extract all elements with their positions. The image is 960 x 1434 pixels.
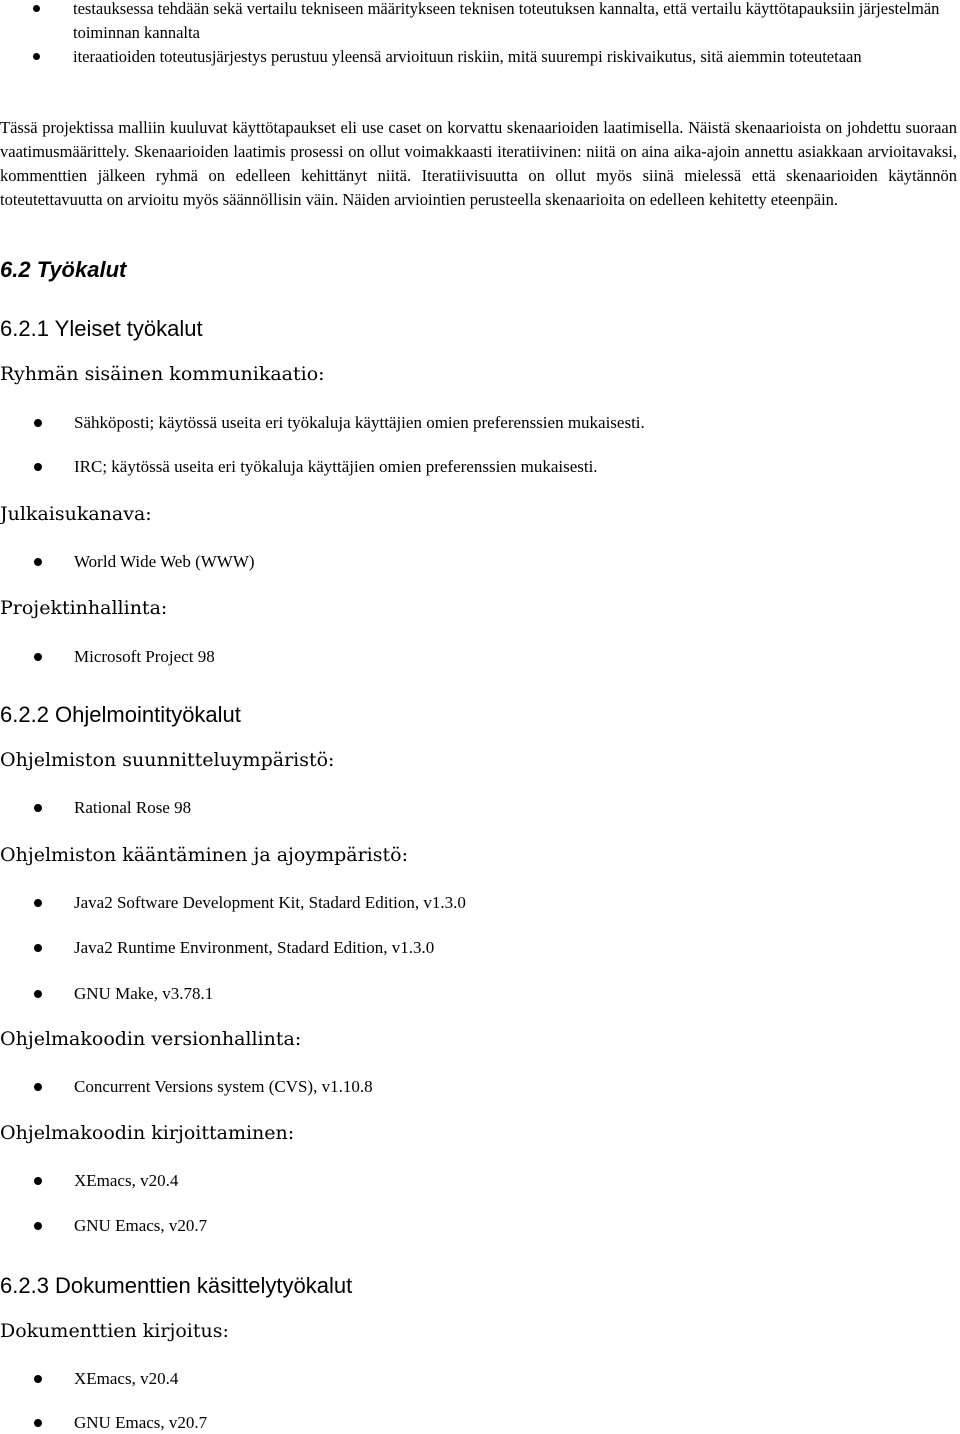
list-item-text: GNU Make, v3.78.1 xyxy=(74,984,214,1003)
list-item-text: XEmacs, v20.4 xyxy=(74,1171,179,1190)
list-item-text: GNU Emacs, v20.7 xyxy=(74,1216,208,1235)
category-label: Projektinhallinta: xyxy=(0,597,168,619)
bullet-icon xyxy=(34,463,42,471)
list-item-text: Java2 Runtime Environment, Stadard Edition, v1.3.0 xyxy=(74,938,435,957)
list-item-text: Concurrent Versions system (CVS), v1.10.8 xyxy=(74,1077,373,1096)
bullet-icon xyxy=(34,558,42,566)
list-item-text: World Wide Web (WWW) xyxy=(74,552,255,571)
category-label: Ryhmän sisäinen kommunikaatio: xyxy=(0,363,325,385)
bullet-icon xyxy=(34,1083,42,1091)
category-label: Ohjelmiston suunnitteluympäristö: xyxy=(0,749,335,771)
bullet-icon xyxy=(34,653,42,661)
section-heading-6-2: 6.2 Työkalut xyxy=(0,257,127,282)
section-heading-6-2-2: 6.2.2 Ohjelmointityökalut xyxy=(0,702,241,727)
bullet-icon xyxy=(34,1177,42,1185)
bullet-icon xyxy=(34,1222,42,1230)
category-label: Dokumenttien kirjoitus: xyxy=(0,1320,229,1342)
list-item-text: Sähköposti; käytössä useita eri työkaluja käyttäjien omien preferenssien mukaisesti. xyxy=(74,413,645,432)
list-item-text: Java2 Software Development Kit, Stadard Edition, v1.3.0 xyxy=(74,893,466,912)
category-label: Ohjelmakoodin kirjoittaminen: xyxy=(0,1122,295,1144)
bullet-icon xyxy=(33,5,40,12)
bullet-icon xyxy=(34,419,42,427)
list-item-text: testauksessa tehdään sekä vertailu tekniseen määritykseen teknisen toteutuksen kannalta, että vertailu käyttötapauksiin järjestelmän toiminnan kannalta xyxy=(73,0,940,42)
list-item-text: Rational Rose 98 xyxy=(74,798,192,817)
list-item-text: Microsoft Project 98 xyxy=(74,647,215,666)
bullet-icon xyxy=(33,53,40,60)
bullet-icon xyxy=(34,944,42,952)
bullet-icon xyxy=(34,899,42,907)
bullet-icon xyxy=(34,804,42,812)
list-item-text: iteraatioiden toteutusjärjestys perustuu yleensä arvioituun riskiin, mitä suurempi riskivaikutus, sitä aiemmin toteutetaan xyxy=(73,47,862,66)
bullet-icon xyxy=(34,1375,42,1383)
category-label: Julkaisukanava: xyxy=(0,503,152,525)
category-label: Ohjelmakoodin versionhallinta: xyxy=(0,1028,302,1050)
section-heading-6-2-1: 6.2.1 Yleiset työkalut xyxy=(0,316,203,341)
list-item-text: GNU Emacs, v20.7 xyxy=(74,1413,208,1432)
section-heading-6-2-3: 6.2.3 Dokumenttien käsittelytyökalut xyxy=(0,1273,353,1298)
body-paragraph: Tässä projektissa malliin kuuluvat käyttötapaukset eli use caset on korvattu skenaarioiden laatimisella. Näistä skenaarioista on johdettu suoraan vaatimusmäärittely. Skenaarioiden laatimis prosessi on ollut voimakkaasti iteratiivinen: niitä on aina aika-ajoin annettu asiakkaan arvioitavaksi, kommenttien jälkeen ryhmä on edelleen kehittänyt niitä. Iteratiivisuutta on ollut myös siinä mielessä että skenaarioiden käytännön toteutettavuutta on arvioitu myös säännöllisin väin. Näiden arviointien perusteella skenaarioita on edelleen kehitetty eteenpäin. xyxy=(0,118,957,209)
list-item-text: XEmacs, v20.4 xyxy=(74,1369,179,1388)
list-item-text: IRC; käytössä useita eri työkaluja käyttäjien omien preferenssien mukaisesti. xyxy=(74,457,598,476)
category-label: Ohjelmiston kääntäminen ja ajoympäristö: xyxy=(0,844,408,866)
bullet-icon xyxy=(34,1419,42,1427)
bullet-icon xyxy=(34,990,42,998)
